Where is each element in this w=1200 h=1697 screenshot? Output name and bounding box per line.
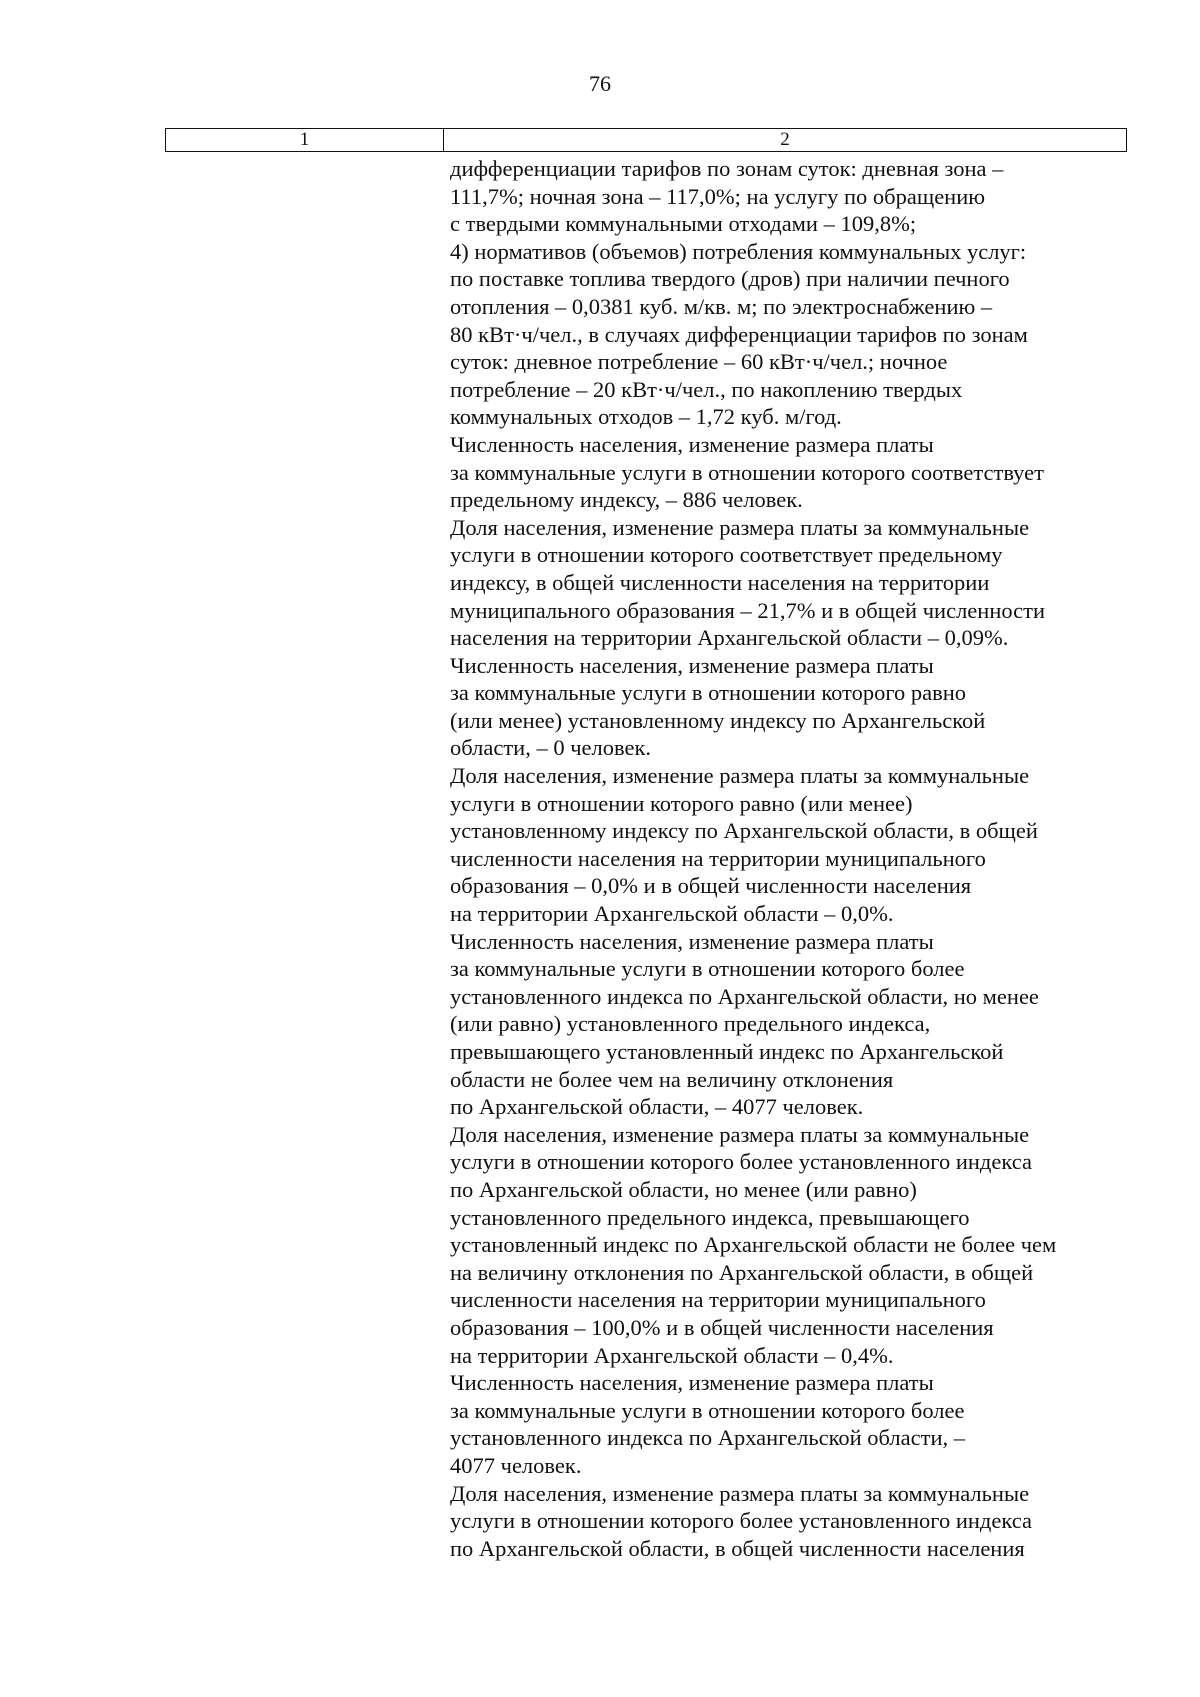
text-line: Доля населения, изменение размера платы за коммунальные — [450, 1121, 1030, 1147]
text-line: установленного индекса по Архангельской области, но менее — [450, 983, 1039, 1009]
text-line: отопления – 0,0381 куб. м/кв. м; по электроснабжению – — [450, 293, 993, 319]
table-header-row — [165, 128, 1127, 152]
text-line: численности населения на территории муниципального — [450, 1287, 986, 1313]
text-line: Численность населения, изменение размера платы — [450, 1370, 934, 1396]
text-line: Доля населения, изменение размера платы за коммунальные — [450, 514, 1030, 540]
text-line: 4) нормативов (объемов) потребления коммунальных услуг: — [450, 238, 1027, 264]
text-line: услуги в отношении которого более установленного индекса — [450, 1149, 1032, 1175]
table-header-cell-2: 2 — [780, 129, 790, 150]
document-body-text — [450, 155, 1140, 1562]
text-line: (или равно) установленного предельного индекса, — [450, 1011, 931, 1037]
text-line: установленный индекс по Архангельской области не более чем — [450, 1232, 1057, 1258]
text-line: на величину отклонения по Архангельской области, в общей — [450, 1259, 1034, 1285]
text-line: дифференциации тарифов по зонам суток: дневная зона – — [450, 156, 1004, 181]
text-line: области не более чем на величину отклонения — [450, 1066, 894, 1092]
text-line: 4077 человек. — [450, 1452, 582, 1478]
text-line: услуги в отношении которого более установленного индекса — [450, 1508, 1032, 1534]
text-line: области, – 0 человек. — [450, 735, 652, 761]
text-line: на территории Архангельской области – 0,4%. — [450, 1342, 894, 1368]
text-line: на территории Архангельской области – 0,0%. — [450, 901, 894, 927]
text-line: превышающего установленный индекс по Архангельской — [450, 1039, 1004, 1064]
text-line: по поставке топлива твердого (дров) при наличии печного — [450, 266, 1010, 292]
text-line: Численность населения, изменение размера платы — [450, 652, 934, 678]
text-line: муниципального образования – 21,7% и в общей численности — [450, 597, 1046, 623]
text-line: Доля населения, изменение размера платы за коммунальные — [450, 763, 1030, 789]
text-line: потребление – 20 кВт·ч/чел., по накоплению твердых — [450, 376, 963, 402]
text-line: образования – 100,0% и в общей численности населения — [450, 1314, 994, 1340]
text-line: по Архангельской области, – 4077 человек. — [450, 1094, 864, 1120]
text-line: (или менее) установленному индексу по Архангельской — [450, 707, 986, 733]
text-line: услуги в отношении которого соответствует предельному — [450, 542, 1003, 568]
text-line: коммунальных отходов – 1,72 куб. м/год. — [450, 404, 842, 430]
text-line: численности населения на территории муниципального — [450, 845, 986, 871]
text-line: за коммунальные услуги в отношении которого более — [450, 956, 965, 982]
text-line: Численность населения, изменение размера платы — [450, 928, 934, 954]
text-line: за коммунальные услуги в отношении которого более — [450, 1397, 965, 1423]
text-line: установленного предельного индекса, превышающего — [450, 1204, 970, 1230]
text-line: услуги в отношении которого равно (или менее) — [450, 790, 913, 816]
text-line: образования – 0,0% и в общей численности населения — [450, 873, 972, 899]
text-line: за коммунальные услуги в отношении которого соответствует — [450, 459, 1044, 485]
text-line: за коммунальные услуги в отношении которого равно — [450, 680, 967, 706]
text-line: по Архангельской области, в общей численности населения — [450, 1535, 1025, 1561]
text-line: индексу, в общей численности населения на территории — [450, 569, 990, 595]
text-line: 80 кВт·ч/чел., в случаях дифференциации тарифов по зонам — [450, 321, 1028, 347]
text-line: по Архангельской области, но менее (или равно) — [450, 1176, 917, 1202]
text-line: установленного индекса по Архангельской области, – — [450, 1425, 966, 1451]
text-line: населения на территории Архангельской области – 0,09%. — [450, 625, 1009, 651]
text-line: Доля населения, изменение размера платы за коммунальные — [450, 1480, 1030, 1506]
page-number: 76 — [589, 71, 611, 96]
text-line: суток: дневное потребление – 60 кВт·ч/чел.; ночное — [450, 349, 948, 375]
text-line: Численность населения, изменение размера платы — [450, 431, 934, 457]
table-header-cell-1: 1 — [166, 129, 444, 151]
text-line: 111,7%; ночная зона – 117,0%; на услугу по обращению — [450, 183, 986, 209]
text-line: установленному индексу по Архангельской области, в общей — [450, 818, 1038, 844]
text-line: предельному индексу, – 886 человек. — [450, 487, 803, 513]
text-line: с твердыми коммунальными отходами – 109,8%; — [450, 211, 917, 237]
